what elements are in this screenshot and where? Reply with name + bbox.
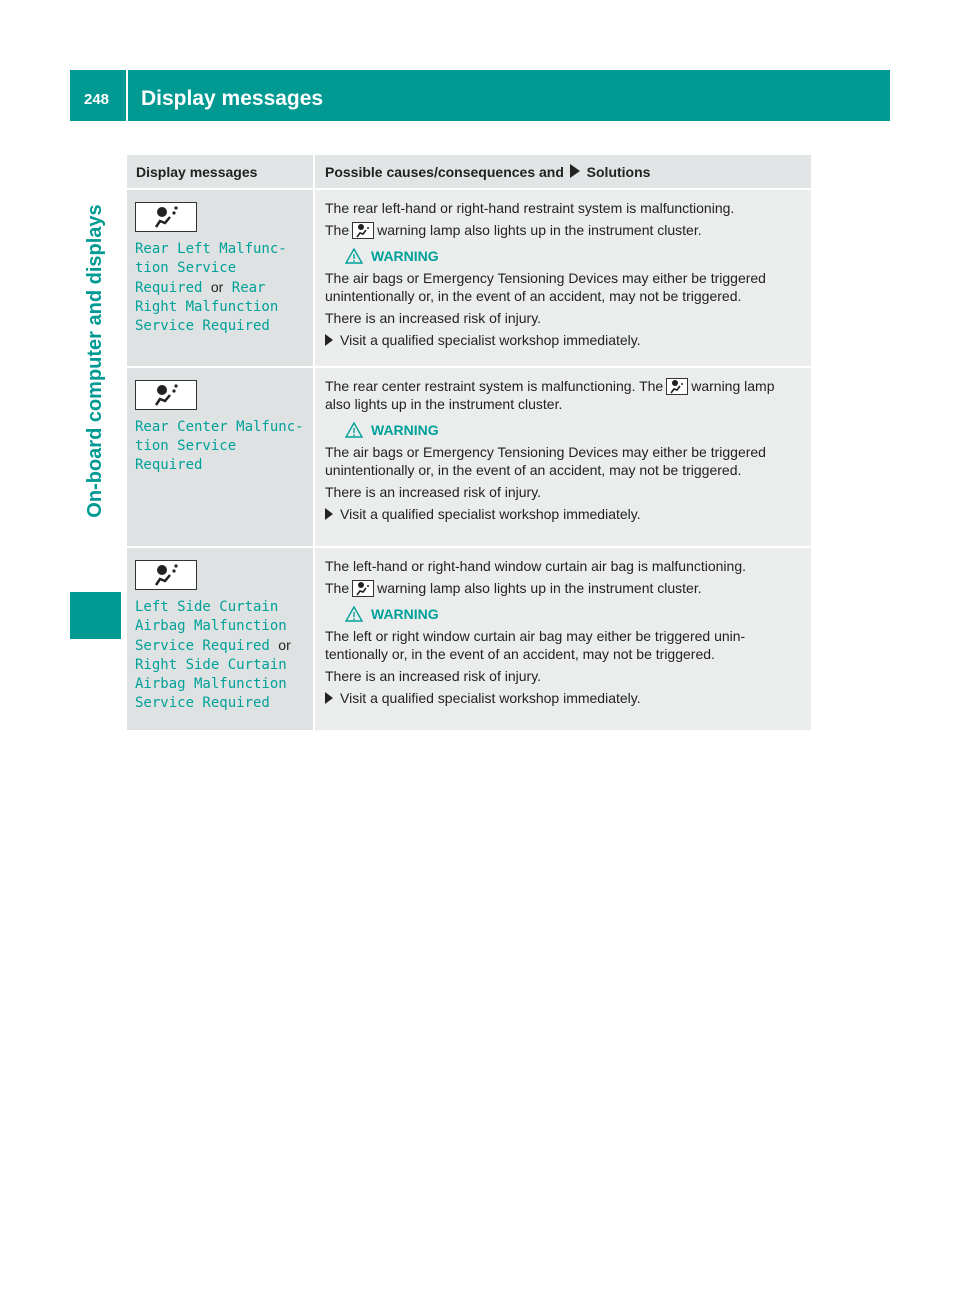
side-tab (70, 130, 121, 592)
text-fragment: warning lamp also lights up in the instrument cluster. (325, 378, 775, 412)
message-line: Right Side Curtain (135, 657, 287, 673)
bullet-arrow-icon (325, 508, 333, 520)
message-text (135, 598, 305, 713)
warning-text: There is an increased risk of injury. (325, 310, 542, 326)
column-header-causes-text: Possible causes/consequences and (325, 164, 564, 180)
header-divider (126, 70, 128, 121)
action-item (325, 505, 803, 523)
action-item (325, 689, 803, 707)
side-tab-label: On-board computer and displays (84, 204, 106, 518)
display-messages-table (127, 155, 811, 730)
airbag-warning-icon (135, 560, 197, 590)
display-message-cell (127, 548, 313, 730)
message-line: Rear Left Malfunc‐ (135, 241, 287, 257)
text-fragment: warning lamp also lights up in the instrument cluster. (377, 580, 702, 596)
causes-solutions-cell (313, 368, 811, 546)
message-line: Required (135, 280, 203, 296)
warning-text: There is an increased risk of injury. (325, 668, 542, 684)
page-header (70, 70, 890, 121)
message-line: tion Service (135, 438, 237, 454)
airbag-warning-icon (135, 380, 197, 410)
warning-triangle-icon (345, 248, 363, 264)
message-line: Right Malfunction (135, 299, 279, 315)
airbag-warning-icon (135, 202, 197, 232)
cause-text: The left-hand or right-hand window curtain air bag is malfunctioning. (325, 558, 747, 574)
warning-heading (345, 247, 803, 265)
message-text (135, 418, 305, 475)
message-line: Rear Center Malfunc‐ (135, 419, 304, 435)
text-fragment: The (325, 222, 350, 238)
cause-text (325, 579, 803, 597)
warning-text: The air bags or Emergency Tensioning Devices may either be triggered unintentionally or, in the event of an accident, may not be triggered. (325, 444, 766, 478)
message-line: Service Required (135, 695, 270, 711)
causes-solutions-cell (313, 190, 811, 366)
action-text: Visit a qualified specialist workshop immediately. (340, 506, 641, 522)
message-line: Service Required (135, 638, 270, 654)
side-tab-marker (70, 592, 121, 639)
table-row (127, 368, 811, 548)
text-fragment: warning lamp also lights up in the instrument cluster. (377, 222, 702, 238)
warning-text: The left or right window curtain air bag may either be triggered unin-tentionally or, in the event of an accident, may not be triggered. (325, 628, 746, 662)
action-text: Visit a qualified specialist workshop immediately. (340, 332, 641, 348)
action-item (325, 331, 803, 349)
warning-text: The air bags or Emergency Tensioning Devices may either be triggered unintentionally or, in the event of an accident, may not be triggered. (325, 270, 766, 304)
or-text: or (210, 279, 224, 295)
table-row (127, 548, 811, 730)
column-header-solutions-text: Solutions (586, 164, 651, 180)
column-header-causes-solutions (313, 155, 811, 188)
warning-text: There is an increased risk of injury. (325, 484, 542, 500)
message-line: Airbag Malfunction (135, 676, 287, 692)
cause-text (325, 377, 803, 413)
message-line: Rear (231, 280, 266, 296)
cause-text: The rear left-hand or right-hand restraint system is malfunctioning. (325, 200, 735, 216)
message-text (135, 240, 305, 336)
airbag-warning-icon (352, 222, 374, 239)
causes-solutions-cell (313, 548, 811, 730)
action-text: Visit a qualified specialist workshop immediately. (340, 690, 641, 706)
warning-triangle-icon (345, 422, 363, 438)
text-fragment: The rear center restraint system is malfunctioning. The (325, 378, 664, 394)
warning-label: WARNING (371, 248, 439, 264)
or-text: or (278, 637, 291, 653)
bullet-arrow-icon (325, 692, 333, 704)
message-line: tion Service (135, 260, 237, 276)
warning-heading (345, 421, 803, 439)
bullet-arrow-icon (325, 334, 333, 346)
page-number: 248 (84, 91, 110, 108)
message-line: Required (135, 457, 203, 473)
message-line: Left Side Curtain (135, 599, 279, 615)
warning-label: WARNING (371, 422, 439, 438)
warning-label: WARNING (371, 606, 439, 622)
text-fragment: The (325, 580, 350, 596)
table-header (127, 155, 811, 190)
display-message-cell (127, 368, 313, 546)
column-header-display-messages: Display messages (136, 164, 258, 180)
message-line: Airbag Malfunction (135, 618, 287, 634)
airbag-warning-icon (666, 378, 688, 395)
page-title: Display messages (141, 87, 324, 110)
display-message-cell (127, 190, 313, 366)
solutions-arrow-icon (570, 164, 580, 178)
warning-triangle-icon (345, 606, 363, 622)
table-row (127, 190, 811, 368)
message-line: Service Required (135, 318, 270, 334)
airbag-warning-icon (352, 580, 374, 597)
cause-text (325, 221, 803, 239)
warning-heading (345, 605, 803, 623)
